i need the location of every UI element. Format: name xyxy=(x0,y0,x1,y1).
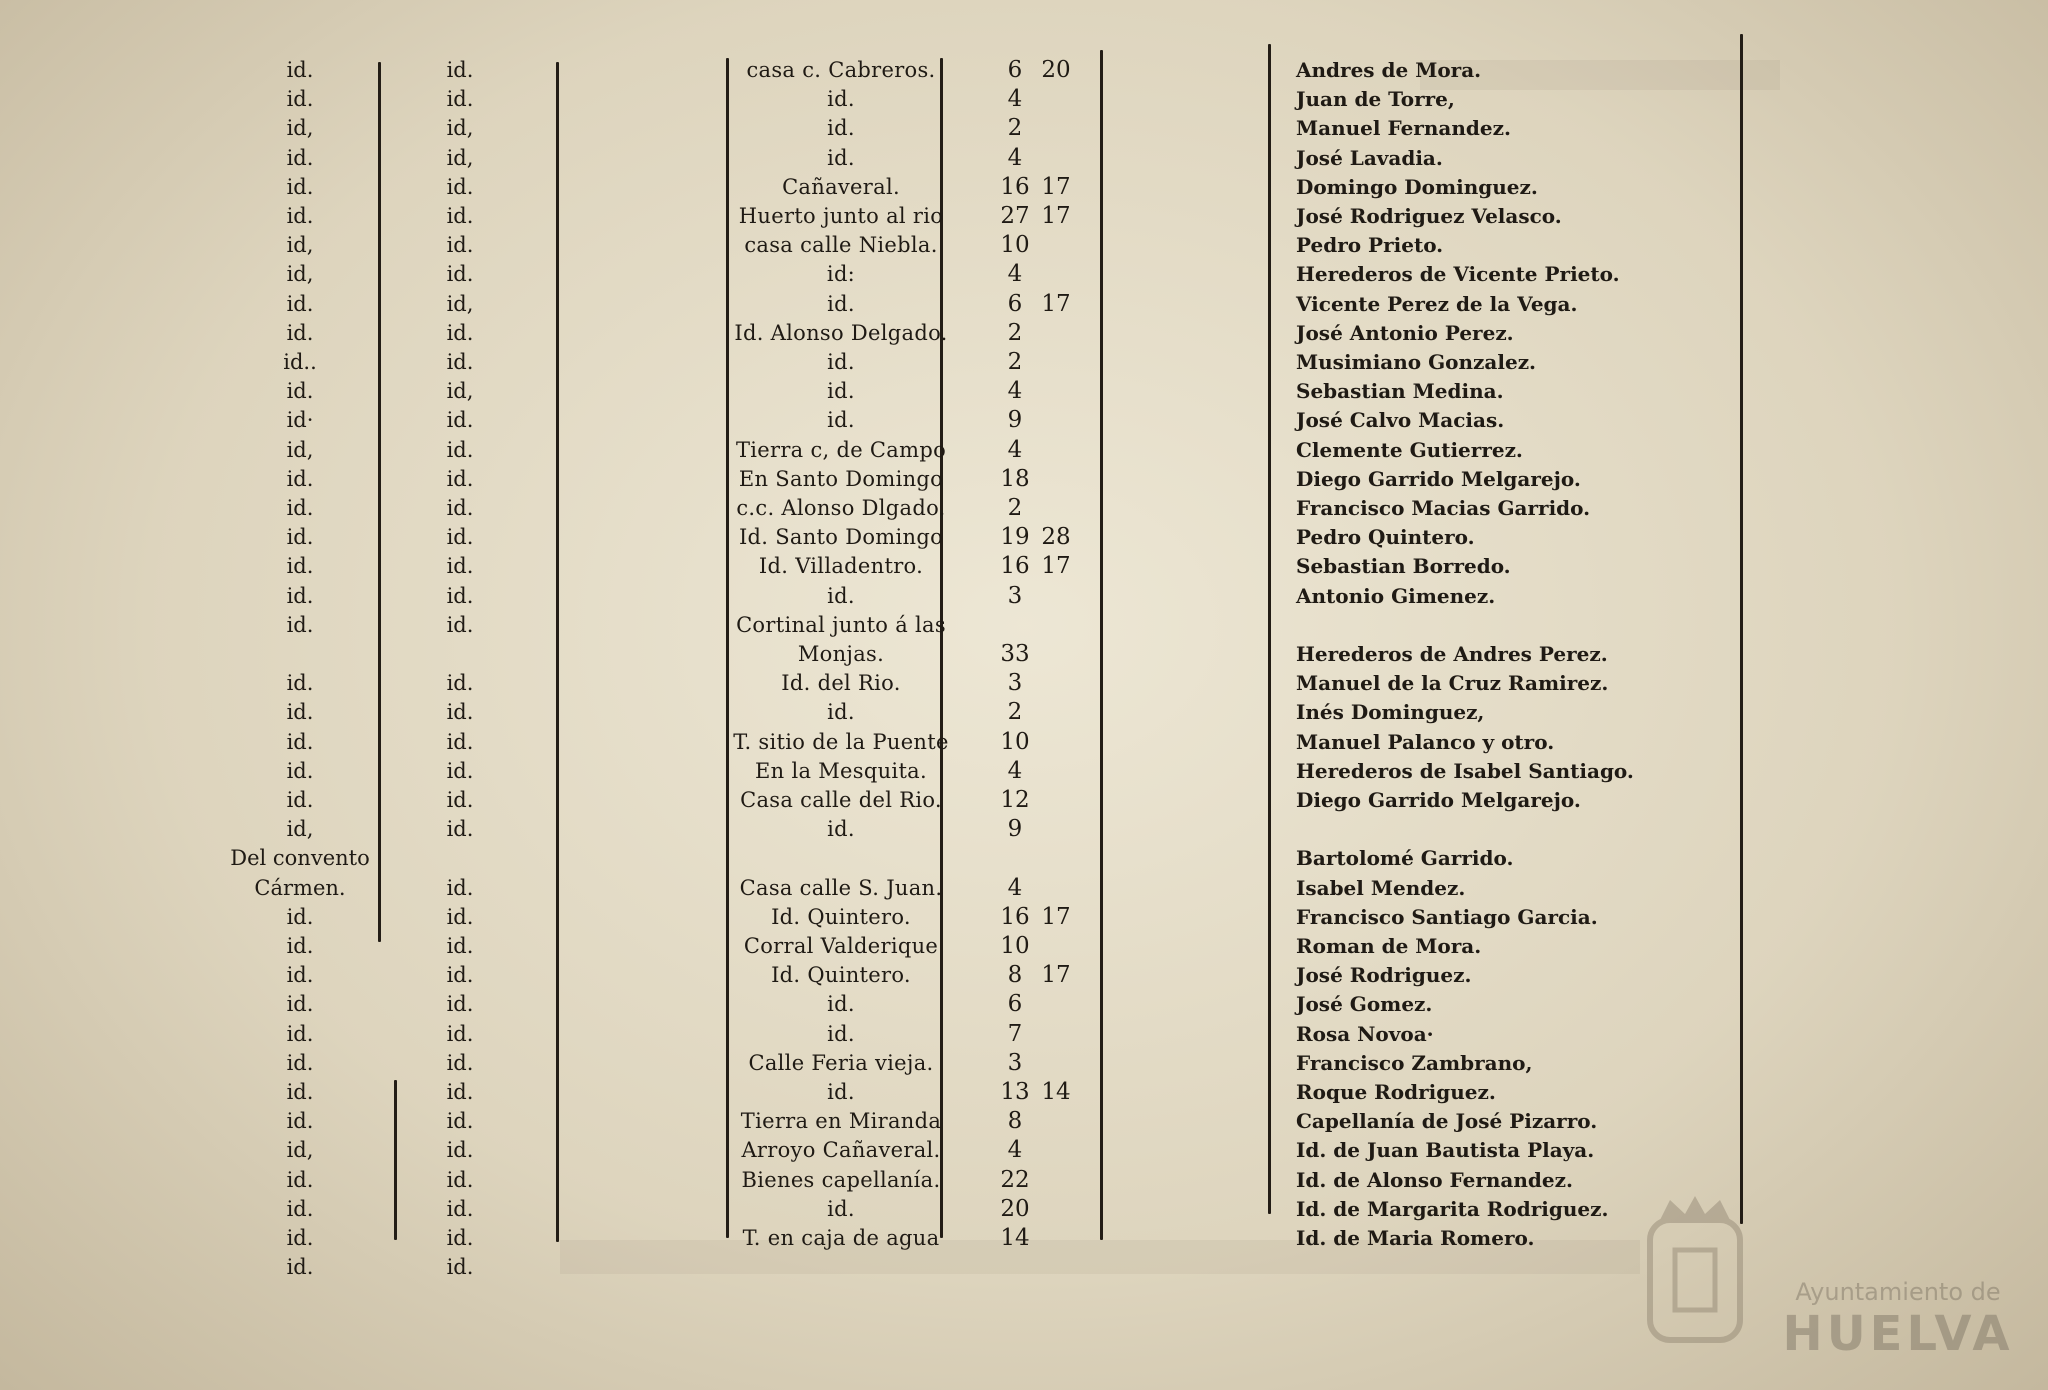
colono-name-cell: Domingo Dominguez. xyxy=(1296,175,1538,199)
colono-name-cell: José Rodriguez Velasco. xyxy=(1296,204,1562,228)
clase-cell: id. xyxy=(446,1226,474,1250)
clase-cell: id. xyxy=(446,1168,474,1192)
finca-cell: T. sitio de la Puente xyxy=(733,730,949,754)
finca-cell: Id. Villadentro. xyxy=(758,554,924,578)
finca-cell: Calle Feria vieja. xyxy=(748,1051,934,1075)
clase-cell: id. xyxy=(446,1109,474,1133)
renta-reales-cell: 2 xyxy=(1007,349,1023,375)
clase-cell: id. xyxy=(446,613,474,637)
renta-reales-cell: 16 xyxy=(1000,174,1030,200)
clase-cell: id, xyxy=(446,379,474,403)
colono-name-cell: Francisco Macias Garrido. xyxy=(1296,496,1591,520)
finca-cell: id. xyxy=(827,408,855,432)
procedencia-cell: id. xyxy=(286,700,314,724)
renta-reales-cell: 10 xyxy=(1000,933,1030,959)
colono-name-cell: Francisco Zambrano, xyxy=(1296,1051,1533,1075)
procedencia-cell: id. xyxy=(286,146,314,170)
table-row xyxy=(0,611,2048,639)
renta-centimos-cell: 17 xyxy=(1041,203,1071,229)
table-row xyxy=(0,377,2048,405)
procedencia-cell: id. xyxy=(286,788,314,812)
table-row xyxy=(0,990,2048,1018)
procedencia-cell: id. xyxy=(286,525,314,549)
colono-name-cell: Inés Dominguez, xyxy=(1296,700,1485,724)
renta-reales-cell: 2 xyxy=(1007,699,1023,725)
renta-reales-cell: 9 xyxy=(1007,816,1023,842)
procedencia-cell: id. xyxy=(286,204,314,228)
renta-centimos-cell: 17 xyxy=(1041,174,1071,200)
finca-cell: id. xyxy=(827,992,855,1016)
colono-name-cell: Id. de Maria Romero. xyxy=(1296,1226,1535,1250)
clase-cell: id. xyxy=(446,700,474,724)
colono-name-cell: Pedro Quintero. xyxy=(1296,525,1475,549)
colono-name-cell: Antonio Gimenez. xyxy=(1296,584,1496,608)
finca-cell: id. xyxy=(827,1197,855,1221)
finca-cell: id: xyxy=(826,262,856,286)
finca-cell: casa calle Niebla. xyxy=(744,233,938,257)
finca-cell: Id. del Rio. xyxy=(781,671,901,695)
renta-reales-cell: 4 xyxy=(1007,875,1023,901)
renta-reales-cell: 4 xyxy=(1007,758,1023,784)
procedencia-cell: id. xyxy=(286,992,314,1016)
table-row xyxy=(0,728,2048,756)
procedencia-cell: id. xyxy=(286,671,314,695)
colono-name-cell: Andres de Mora. xyxy=(1296,58,1482,82)
renta-centimos-cell: 17 xyxy=(1041,904,1071,930)
finca-cell: casa c. Cabreros. xyxy=(746,58,936,82)
clase-cell: id. xyxy=(446,408,474,432)
renta-reales-cell: 16 xyxy=(1000,553,1030,579)
clase-cell: id. xyxy=(446,584,474,608)
finca-cell: id. xyxy=(827,292,855,316)
renta-reales-cell: 16 xyxy=(1000,904,1030,930)
renta-reales-cell: 9 xyxy=(1007,407,1023,433)
clase-cell: id, xyxy=(446,146,474,170)
finca-cell: Corral Valderique xyxy=(743,934,939,958)
finca-cell: Cortinal junto á las xyxy=(736,613,946,637)
renta-reales-cell: 13 xyxy=(1000,1079,1030,1105)
renta-reales-cell: 2 xyxy=(1007,320,1023,346)
finca-cell: Tierra c, de Campo xyxy=(735,438,947,462)
clase-cell: id. xyxy=(446,1051,474,1075)
colono-name-cell: Musimiano Gonzalez. xyxy=(1296,350,1537,374)
clase-cell: id. xyxy=(446,1197,474,1221)
renta-reales-cell: 20 xyxy=(1000,1196,1030,1222)
procedencia-cell: id, xyxy=(286,116,314,140)
renta-reales-cell: 3 xyxy=(1007,1050,1023,1076)
procedencia-cell: id. xyxy=(286,1255,314,1279)
renta-centimos-cell: 17 xyxy=(1041,291,1071,317)
clase-cell: id. xyxy=(446,788,474,812)
colono-name-cell: Id. de Juan Bautista Playa. xyxy=(1296,1138,1595,1162)
table-row xyxy=(0,202,2048,230)
procedencia-cell: id. xyxy=(286,584,314,608)
colono-name-cell: José Antonio Perez. xyxy=(1296,321,1514,345)
finca-cell: T. en caja de agua xyxy=(742,1226,940,1250)
renta-centimos-cell: 14 xyxy=(1041,1079,1071,1105)
renta-reales-cell: 4 xyxy=(1007,1137,1023,1163)
procedencia-cell: id, xyxy=(286,438,314,462)
finca-cell: c.c. Alonso Dlgado. xyxy=(736,496,946,520)
table-row xyxy=(0,786,2048,814)
renta-reales-cell: 2 xyxy=(1007,495,1023,521)
clase-cell: id. xyxy=(446,554,474,578)
clase-cell: id. xyxy=(446,204,474,228)
finca-cell: id. xyxy=(827,817,855,841)
procedencia-cell: id. xyxy=(286,175,314,199)
table-row xyxy=(0,640,2048,668)
table-row xyxy=(0,231,2048,259)
clase-cell: id. xyxy=(446,525,474,549)
colono-name-cell: José Calvo Macias. xyxy=(1296,408,1505,432)
procedencia-cell: id. xyxy=(286,379,314,403)
procedencia-cell: id. xyxy=(286,1051,314,1075)
table-row xyxy=(0,56,2048,84)
colono-name-cell: Herederos de Isabel Santiago. xyxy=(1296,759,1634,783)
table-row xyxy=(0,932,2048,960)
colono-name-cell: Diego Garrido Melgarejo. xyxy=(1296,467,1581,491)
colono-name-cell: Roque Rodriguez. xyxy=(1296,1080,1496,1104)
clase-cell: id. xyxy=(446,1022,474,1046)
renta-reales-cell: 8 xyxy=(1007,1108,1023,1134)
procedencia-cell: id. xyxy=(286,321,314,345)
table-row xyxy=(0,173,2048,201)
table-row xyxy=(0,698,2048,726)
clase-cell: id. xyxy=(446,730,474,754)
renta-reales-cell: 14 xyxy=(1000,1225,1030,1251)
procedencia-cell: id· xyxy=(286,408,314,432)
renta-reales-cell: 10 xyxy=(1000,729,1030,755)
clase-cell: id. xyxy=(446,58,474,82)
colono-name-cell: Id. de Alonso Fernandez. xyxy=(1296,1168,1573,1192)
colono-name-cell: Id. de Margarita Rodriguez. xyxy=(1296,1197,1609,1221)
finca-cell: id. xyxy=(827,700,855,724)
finca-cell: Huerto junto al rio xyxy=(738,204,944,228)
renta-reales-cell: 10 xyxy=(1000,232,1030,258)
colono-name-cell: Manuel Fernandez. xyxy=(1296,116,1511,140)
clase-cell: id, xyxy=(446,116,474,140)
procedencia-cell: id. xyxy=(286,730,314,754)
table-row xyxy=(0,1078,2048,1106)
clase-cell: id. xyxy=(446,963,474,987)
table-row xyxy=(0,844,2048,872)
renta-reales-cell: 3 xyxy=(1007,583,1023,609)
clase-cell: id. xyxy=(446,438,474,462)
table-row xyxy=(0,903,2048,931)
renta-reales-cell: 3 xyxy=(1007,670,1023,696)
table-row xyxy=(0,1136,2048,1164)
table-row xyxy=(0,1020,2048,1048)
finca-cell: id. xyxy=(827,87,855,111)
procedencia-cell: id. xyxy=(286,1168,314,1192)
renta-centimos-cell: 20 xyxy=(1041,57,1071,83)
finca-cell: En Santo Domingo xyxy=(738,467,944,491)
finca-cell: Cañaveral. xyxy=(782,175,900,199)
renta-reales-cell: 6 xyxy=(1007,291,1023,317)
colono-name-cell: José Lavadia. xyxy=(1296,146,1443,170)
finca-cell: id. xyxy=(827,350,855,374)
clase-cell: id. xyxy=(446,671,474,695)
clase-cell: id. xyxy=(446,934,474,958)
finca-cell: Id. Santo Domingo xyxy=(738,525,944,549)
clase-cell: id. xyxy=(446,759,474,783)
renta-reales-cell: 4 xyxy=(1007,378,1023,404)
renta-reales-cell: 12 xyxy=(1000,787,1030,813)
finca-cell: Casa calle S. Juan. xyxy=(739,876,943,900)
renta-reales-cell: 33 xyxy=(1000,641,1030,667)
procedencia-cell: id. xyxy=(286,934,314,958)
colono-name-cell: Herederos de Andres Perez. xyxy=(1296,642,1608,666)
colono-name-cell: Herederos de Vicente Prieto. xyxy=(1296,262,1620,286)
table-row xyxy=(0,348,2048,376)
procedencia-cell: id, xyxy=(286,233,314,257)
clase-cell: id. xyxy=(446,1255,474,1279)
table-row xyxy=(0,523,2048,551)
procedencia-cell: id.. xyxy=(283,350,317,374)
clase-cell: id. xyxy=(446,817,474,841)
finca-cell: Id. Alonso Delgado. xyxy=(734,321,948,345)
renta-reales-cell: 22 xyxy=(1000,1167,1030,1193)
renta-reales-cell: 6 xyxy=(1007,991,1023,1017)
colono-name-cell: Clemente Gutierrez. xyxy=(1296,438,1523,462)
procedencia-cell: id. xyxy=(286,1109,314,1133)
table-row xyxy=(0,406,2048,434)
clase-cell: id. xyxy=(446,496,474,520)
finca-cell: Id. Quintero. xyxy=(771,963,911,987)
clase-cell: id. xyxy=(446,233,474,257)
renta-reales-cell: 7 xyxy=(1007,1021,1023,1047)
renta-centimos-cell: 17 xyxy=(1041,553,1071,579)
finca-cell: Arroyo Cañaveral. xyxy=(741,1138,941,1162)
table-row xyxy=(0,582,2048,610)
table-row xyxy=(0,669,2048,697)
finca-cell: Monjas. xyxy=(797,642,885,666)
table-row xyxy=(0,465,2048,493)
renta-reales-cell: 4 xyxy=(1007,261,1023,287)
procedencia-cell: id. xyxy=(286,1197,314,1221)
clase-cell: id. xyxy=(446,1138,474,1162)
procedencia-cell: id. xyxy=(286,963,314,987)
procedencia-cell: id. xyxy=(286,58,314,82)
finca-cell: id. xyxy=(827,379,855,403)
colono-name-cell: Rosa Novoa· xyxy=(1296,1022,1434,1046)
table-row xyxy=(0,552,2048,580)
finca-cell: En la Mesquita. xyxy=(755,759,927,783)
clase-cell: id. xyxy=(446,175,474,199)
finca-cell: Id. Quintero. xyxy=(771,905,911,929)
watermark-line2: HUELVA xyxy=(1782,1306,2014,1362)
clase-cell: id. xyxy=(446,905,474,929)
procedencia-cell: id. xyxy=(286,1226,314,1250)
renta-reales-cell: 4 xyxy=(1007,86,1023,112)
renta-reales-cell: 18 xyxy=(1000,466,1030,492)
archive-watermark xyxy=(1768,1278,2028,1362)
renta-reales-cell: 8 xyxy=(1007,962,1023,988)
finca-cell: id. xyxy=(827,116,855,140)
table-row xyxy=(0,961,2048,989)
colono-name-cell: Isabel Mendez. xyxy=(1296,876,1466,900)
procedencia-cell: id, xyxy=(286,262,314,286)
city-crest-icon xyxy=(1640,1190,1750,1350)
renta-reales-cell: 4 xyxy=(1007,145,1023,171)
table-row xyxy=(0,144,2048,172)
procedencia-cell: id. xyxy=(286,292,314,316)
table-row xyxy=(0,494,2048,522)
colono-name-cell: Sebastian Borredo. xyxy=(1296,554,1511,578)
colono-name-cell: Roman de Mora. xyxy=(1296,934,1482,958)
finca-cell: id. xyxy=(827,1022,855,1046)
colono-name-cell: Sebastian Medina. xyxy=(1296,379,1504,403)
colono-name-cell: Juan de Torre, xyxy=(1296,87,1455,111)
colono-name-cell: Manuel de la Cruz Ramirez. xyxy=(1296,671,1609,695)
table-row xyxy=(0,436,2048,464)
clase-cell: id. xyxy=(446,876,474,900)
finca-cell: id. xyxy=(827,146,855,170)
clase-cell: id. xyxy=(446,1080,474,1104)
clase-cell: id, xyxy=(446,292,474,316)
colono-name-cell: Francisco Santiago Garcia. xyxy=(1296,905,1598,929)
finca-cell: Tierra en Miranda xyxy=(740,1109,942,1133)
colono-name-cell: José Rodriguez. xyxy=(1296,963,1472,987)
procedencia-cell: Cármen. xyxy=(254,876,346,900)
colono-name-cell: Pedro Prieto. xyxy=(1296,233,1444,257)
procedencia-cell: id. xyxy=(286,554,314,578)
table-row xyxy=(0,815,2048,843)
table-row xyxy=(0,1049,2048,1077)
procedencia-cell: id. xyxy=(286,496,314,520)
colono-name-cell: José Gomez. xyxy=(1296,992,1433,1016)
procedencia-cell: id. xyxy=(286,467,314,491)
clase-cell: id. xyxy=(446,262,474,286)
procedencia-cell: id, xyxy=(286,1138,314,1162)
colono-name-cell: Manuel Palanco y otro. xyxy=(1296,730,1555,754)
procedencia-cell: id. xyxy=(286,613,314,637)
colono-name-cell: Vicente Perez de la Vega. xyxy=(1296,292,1578,316)
procedencia-cell: id, xyxy=(286,817,314,841)
colono-name-cell: Diego Garrido Melgarejo. xyxy=(1296,788,1581,812)
clase-cell: id. xyxy=(446,321,474,345)
renta-centimos-cell: 28 xyxy=(1041,524,1071,550)
renta-reales-cell: 2 xyxy=(1007,115,1023,141)
watermark-line1: Ayuntamiento de xyxy=(1795,1278,2001,1306)
finca-cell: id. xyxy=(827,1080,855,1104)
renta-reales-cell: 4 xyxy=(1007,437,1023,463)
procedencia-cell: id. xyxy=(286,759,314,783)
procedencia-cell: Del convento xyxy=(230,846,370,870)
renta-centimos-cell: 17 xyxy=(1041,962,1071,988)
finca-cell: Casa calle del Rio. xyxy=(740,788,942,812)
table-row xyxy=(0,114,2048,142)
clase-cell: id. xyxy=(446,992,474,1016)
clase-cell: id. xyxy=(446,87,474,111)
procedencia-cell: id. xyxy=(286,905,314,929)
procedencia-cell: id. xyxy=(286,87,314,111)
colono-name-cell: Capellanía de José Pizarro. xyxy=(1296,1109,1598,1133)
renta-reales-cell: 19 xyxy=(1000,524,1030,550)
table-row xyxy=(0,260,2048,288)
table-row xyxy=(0,1107,2048,1135)
table-row xyxy=(0,319,2048,347)
renta-reales-cell: 6 xyxy=(1007,57,1023,83)
clase-cell: id. xyxy=(446,350,474,374)
renta-reales-cell: 27 xyxy=(1000,203,1030,229)
table-row xyxy=(0,757,2048,785)
table-row xyxy=(0,85,2048,113)
colono-name-cell: Bartolomé Garrido. xyxy=(1296,846,1514,870)
procedencia-cell: id. xyxy=(286,1022,314,1046)
clase-cell: id. xyxy=(446,467,474,491)
procedencia-cell: id. xyxy=(286,1080,314,1104)
table-row xyxy=(0,290,2048,318)
table-row xyxy=(0,874,2048,902)
finca-cell: Bienes capellanía. xyxy=(741,1168,941,1192)
finca-cell: id. xyxy=(827,584,855,608)
